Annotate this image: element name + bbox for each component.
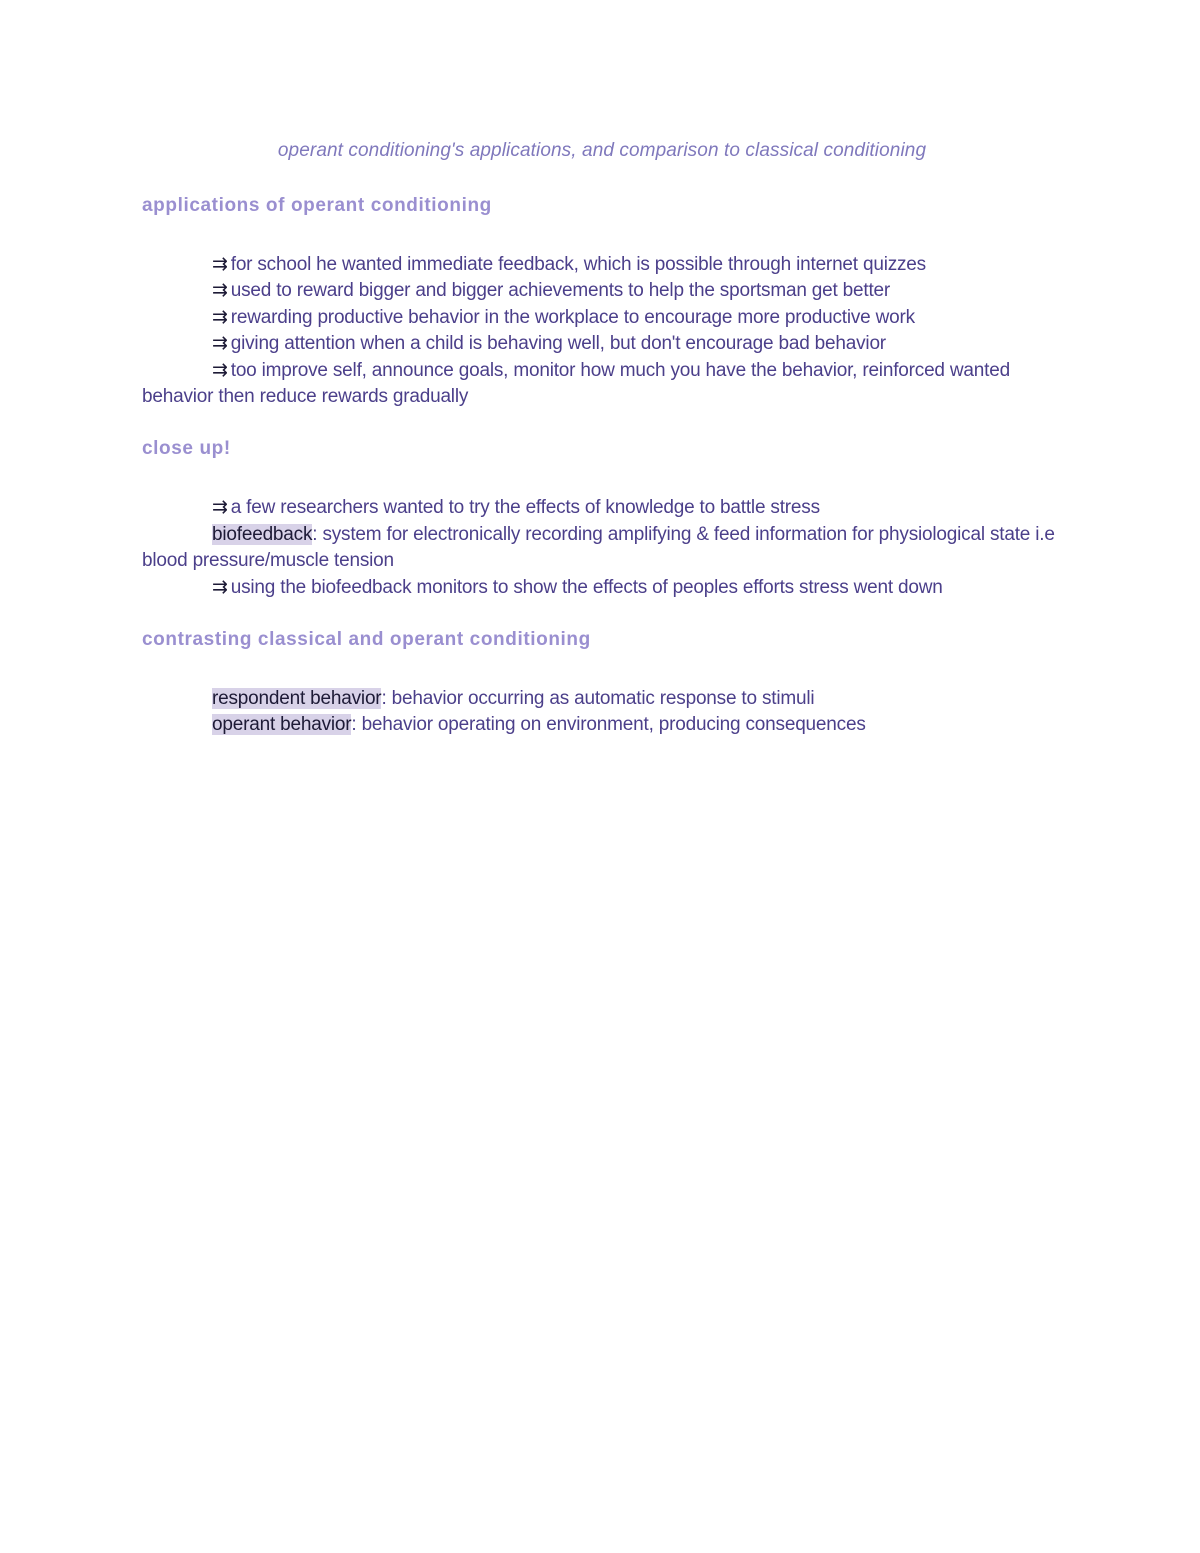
document-title: operant conditioning's applications, and comparison to classical conditioning <box>277 140 927 161</box>
item-text: for school he wanted immediate feedback, which is possible through internet quizzes <box>230 254 926 275</box>
double-arrow-right-icon: ⇉ <box>212 576 228 598</box>
list-item <box>142 575 1062 601</box>
definition-item <box>142 712 1062 738</box>
double-arrow-right-icon: ⇉ <box>212 306 228 328</box>
list-item <box>142 331 1062 357</box>
section-heading-close-up: close up! <box>142 438 231 460</box>
double-arrow-right-icon: ⇉ <box>212 359 228 381</box>
highlighted-term: respondent behavior <box>212 688 382 710</box>
item-text: too improve self, announce goals, monitor how much you have the behavior, reinforced wanted behavior then reduce rewards gradually <box>142 359 1010 408</box>
definition-text: : behavior occurring as automatic response to stimuli <box>381 688 815 710</box>
double-arrow-right-icon: ⇉ <box>212 254 228 275</box>
list-item <box>142 278 1062 304</box>
highlighted-term: operant behavior <box>212 714 352 736</box>
highlighted-term: biofeedback <box>212 523 313 545</box>
list-item <box>142 252 1062 278</box>
list-item <box>142 495 1062 521</box>
section-heading-applications: applications of operant conditioning <box>142 195 492 216</box>
item-text: a few researchers wanted to try the effects of knowledge to battle stress <box>230 497 820 519</box>
definition-item <box>142 522 1062 575</box>
item-text: giving attention when a child is behaving well, but don't encourage bad behavior <box>230 333 886 355</box>
item-text: rewarding productive behavior in the workplace to encourage more productive work <box>230 306 915 328</box>
definition-text: : behavior operating on environment, producing consequences <box>351 714 866 736</box>
list-item <box>142 305 1062 331</box>
definition-item <box>142 686 1062 712</box>
double-arrow-right-icon: ⇉ <box>212 280 228 302</box>
document-page <box>142 140 1062 739</box>
double-arrow-right-icon: ⇉ <box>212 333 228 355</box>
section-heading-contrasting: contrasting classical and operant conditioning <box>142 629 591 651</box>
item-text: using the biofeedback monitors to show the effects of peoples efforts stress went down <box>230 576 943 598</box>
definition-text: : system for electronically recording amplifying & feed information for physiological state i.e blood pressure/muscle tension <box>142 523 1055 572</box>
double-arrow-right-icon: ⇉ <box>212 497 228 519</box>
item-text: used to reward bigger and bigger achievements to help the sportsman get better <box>230 280 891 302</box>
list-item <box>142 358 1062 411</box>
